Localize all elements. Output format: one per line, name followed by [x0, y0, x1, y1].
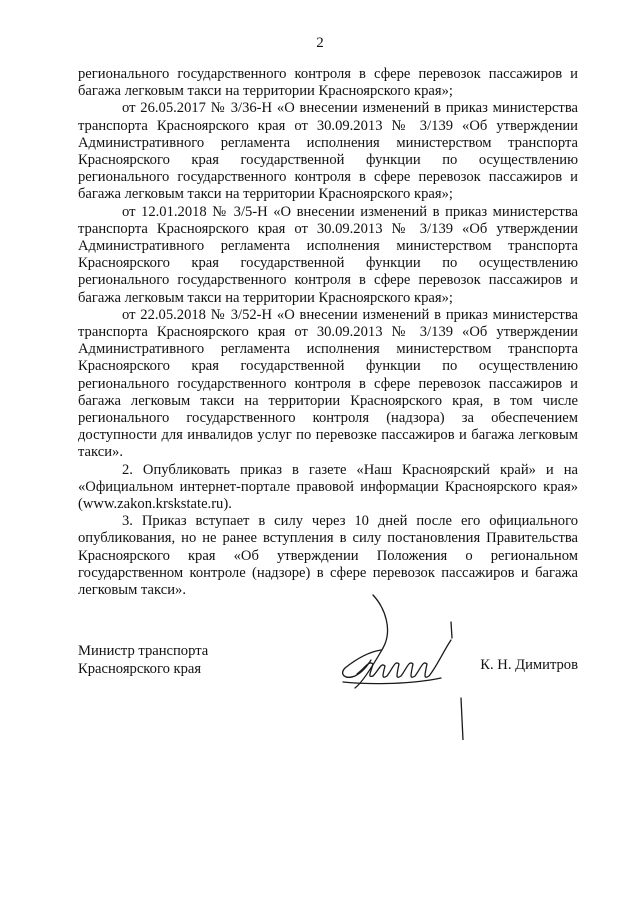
- handwritten-signature: [333, 590, 483, 740]
- signatory-title-line: Министр транспорта: [78, 643, 209, 659]
- signature-block: [78, 642, 578, 752]
- signatory-title: [78, 642, 208, 678]
- paragraph: от 12.01.2018 № 3/5-Н «О внесении изменений в приказ министерства транспорта Красноярского края от 30.09.2013 № 3/139 «Об утверждении Административного регламента исполнения министерством транспорта Красноярского края государственной функции по осуществлению регионального государственного контроля в сфере перевозок пассажиров и багажа легковым такси на территории Красноярского края»;: [78, 203, 578, 306]
- paragraph: регионального государственного контроля в сфере перевозок пассажиров и багажа легковым такси на территории Красноярского края»;: [78, 66, 578, 100]
- paragraph: от 26.05.2017 № 3/36-Н «О внесении изменений в приказ министерства транспорта Красноярского края от 30.09.2013 № 3/139 «Об утверждении Административного регламента исполнения министерством транспорта Красноярского края государственной функции по осуществлению регионального государственного контроля в сфере перевозок пассажиров и багажа легковым такси на территории Красноярского края»;: [78, 100, 578, 203]
- page-number: 2: [316, 35, 324, 51]
- paragraph: 2. Опубликовать приказ в газете «Наш Красноярский край» и на «Официальном интернет-портале правовой информации Красноярского края» (www.zakon.krskstate.ru).: [78, 461, 578, 513]
- signatory-name: К. Н. Димитров: [480, 657, 578, 673]
- document-body: [78, 66, 578, 599]
- signatory-title-line: Красноярского края: [78, 661, 202, 677]
- paragraph: 3. Приказ вступает в силу через 10 дней после его официального опубликования, но не ранее вступления в силу постановления Правительства Красноярского края «Об утверждении Положения о региональном государственном контроле (надзоре) в сфере перевозок пассажиров и багажа легковым такси».: [78, 513, 578, 599]
- paragraph: от 22.05.2018 № 3/52-Н «О внесении изменений в приказ министерства транспорта Красноярского края от 30.09.2013 № 3/139 «Об утверждении Административного регламента исполнения министерством транспорта Красноярского края государственной функции по осуществлению регионального государственного контроля в сфере перевозок пассажиров и багажа легковым такси на территории Красноярского края, в том числе регионального государственного контроля (надзора) за обеспечением доступности для инвалидов услуг по перевозке пассажиров и багажа легковым такси».: [78, 306, 578, 461]
